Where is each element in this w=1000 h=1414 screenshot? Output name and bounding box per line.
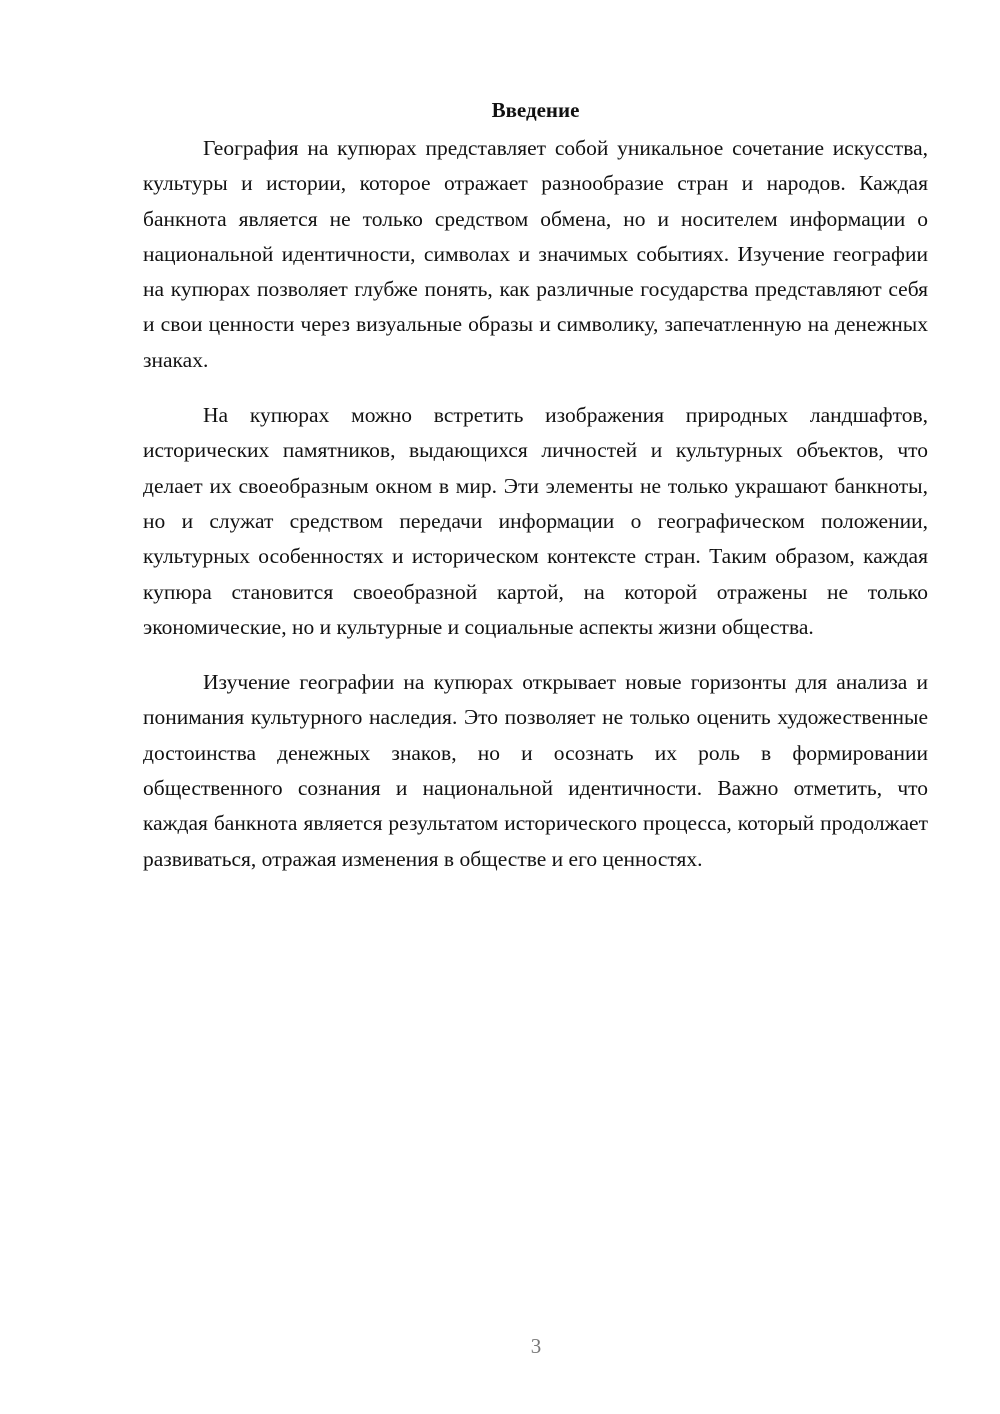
paragraph-1: География на купюрах представляет собой уникальное сочетание искусства, культуры и истории, которое отражает разнообразие стран и народов. Каждая банкнота является не только средством обмена, но и носителем информации о национальной идентичности, символах и значимых событиях. Изучение географии на купюрах позволяет глубже понять, как различные государства представляют себя и свои ценности через визуальные образы и символику, запечатленную на денежных знаках. [143, 136, 928, 372]
page-content [143, 92, 928, 897]
section-heading: Введение [491, 98, 580, 122]
paragraph-3: Изучение географии на купюрах открывает новые горизонты для анализа и понимания культурного наследия. Это позволяет не только оценить художественные достоинства денежных знаков, но и осознать их роль в формировании общественного сознания и национальной идентичности. Важно отметить, что каждая банкнота является результатом исторического процесса, который продолжает развиваться, отражая изменения в обществе и его ценностях. [143, 670, 928, 871]
page-number: 3 [530, 1334, 542, 1358]
paragraph-2: На купюрах можно встретить изображения природных ландшафтов, исторических памятников, выдающихся личностей и культурных объектов, что делает их своеобразным окном в мир. Эти элементы не только украшают банкноты, но и служат средством передачи информации о географическом положении, культурных особенностях и историческом контексте стран. Таким образом, каждая купюра становится своеобразной картой, на которой отражены не только экономические, но и культурные и социальные аспекты жизни общества. [143, 403, 928, 639]
